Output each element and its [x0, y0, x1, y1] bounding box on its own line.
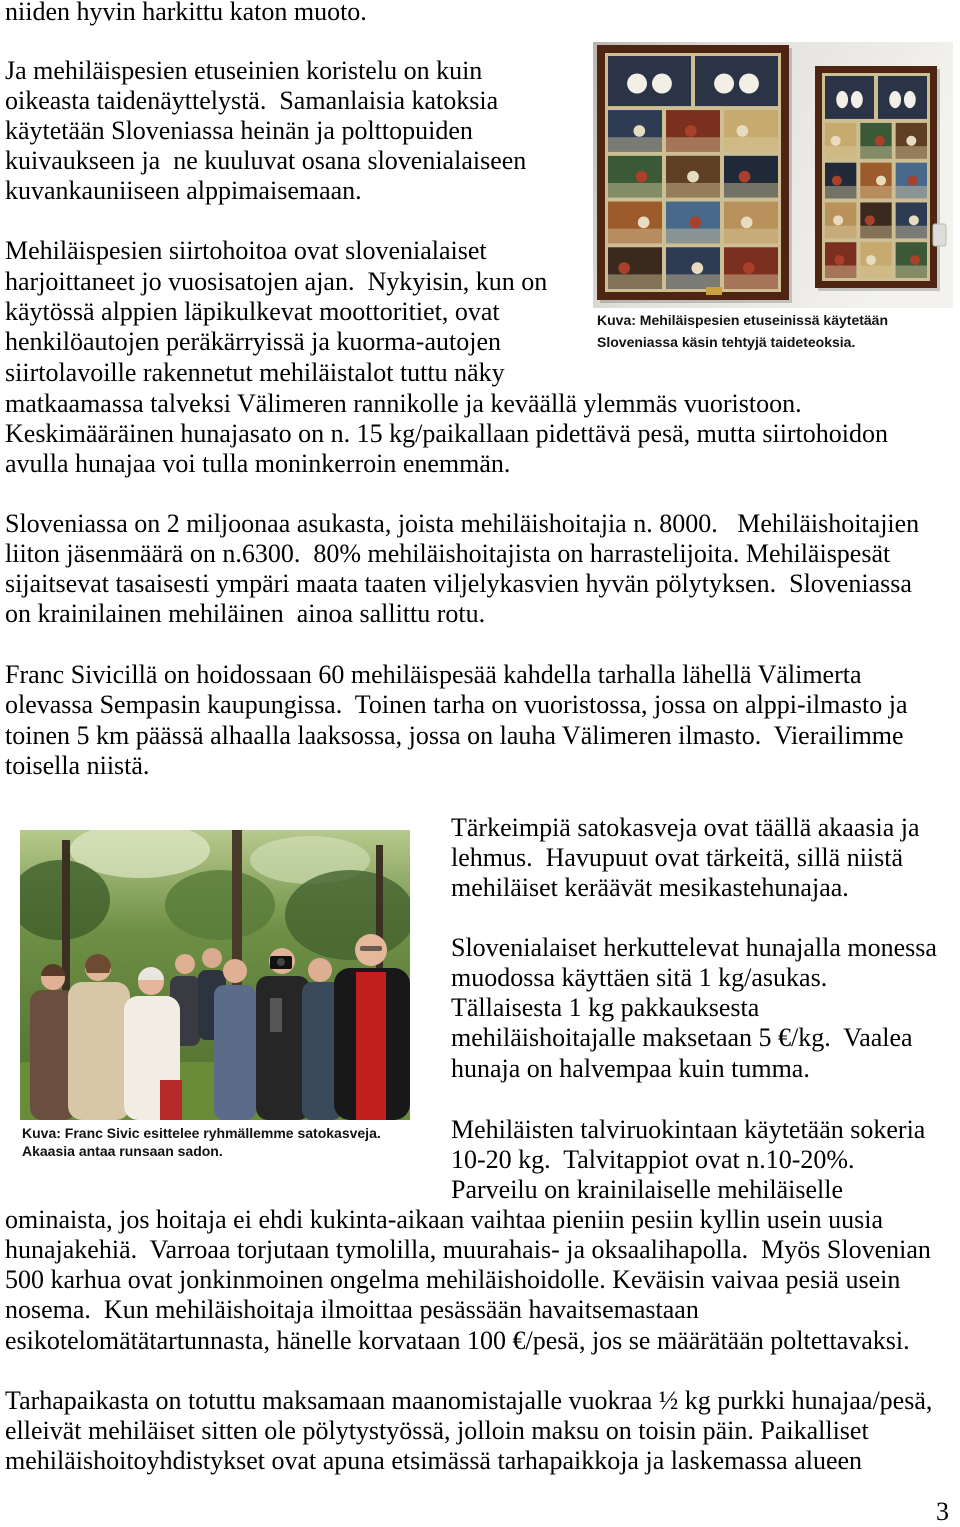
bird-motif — [904, 91, 916, 108]
panel-ground — [724, 183, 778, 198]
text-line: Tällaisesta 1 kg pakkauksesta — [451, 993, 760, 1022]
bird-motif — [714, 74, 734, 94]
text-line: toinen 5 km päässä alhaalla laaksossa, jossa on lauha Välimeren ilmasto. Vierailimme — [5, 721, 904, 750]
panel-figure — [636, 171, 648, 183]
panel-figure — [909, 215, 919, 225]
bird-motif — [836, 91, 848, 108]
panel-ground — [860, 226, 891, 239]
text-line: kuivaukseen ja ne kuuluvat osana slovenialaiseen — [5, 146, 527, 175]
panel-figure — [743, 262, 755, 274]
text-line: Keskimääräinen hunajasato on n. 15 kg/paikallaan pidettävä pesä, mutta siirtohoidon — [5, 419, 889, 448]
panel-ground — [608, 229, 662, 244]
panel-ground — [896, 186, 927, 199]
panel-ground — [825, 226, 856, 239]
bird-motif — [627, 74, 647, 94]
panel-ground — [666, 229, 720, 244]
panel-figure — [866, 255, 876, 265]
text-line: Slovenialaiset herkuttelevat hunajalla monessa — [451, 933, 937, 962]
panel-figure — [741, 217, 753, 229]
frames-group — [597, 45, 940, 303]
text-line: ominaista, jos hoitaja ei ehdi kukinta-aikaan vaihtaa pieniin pesiin kyllin usein uusia — [5, 1205, 884, 1234]
text-line: käytössä alppien läpikulkevat moottoritiet, ovat — [5, 297, 500, 326]
panel-figure — [832, 176, 842, 186]
text-line: hunajakehiä. Varroaa torjutaan tymolilla, muurahais- ja oksaalihapolla. Myös Slovenian — [5, 1235, 931, 1264]
text-line: harjoittaneet jo vuosisatojen ajan. Nykyisin, kun on — [5, 267, 548, 296]
bird-motif — [739, 74, 759, 94]
text-line: Tarhapaikasta on totuttu maksamaan maanomistajalle vuokraa ½ kg purkki hunajaa/pesä, — [5, 1386, 933, 1415]
panel-ground — [724, 229, 778, 244]
text-line: elleivät mehiläiset sitten ole pölytystyössä, jolloin maksu on toisin päin. Paikalliset — [5, 1416, 869, 1445]
panel-figure — [833, 215, 843, 225]
text-line: olevassa Sempasin kaupungissa. Toinen tarha on vuoristossa, jossa on alppi-ilmasto ja — [5, 690, 908, 719]
text-line: Mehiläisten talviruokintaan käytetään sokeria — [451, 1115, 926, 1144]
text-line: lehmus. Havupuut ovat tärkeitä, sillä niistä — [451, 843, 904, 872]
painted-panel — [825, 76, 874, 119]
panel-figure — [638, 217, 650, 229]
panel-ground — [825, 186, 856, 199]
painted-panel — [695, 56, 778, 106]
text-line: mehiläishoitoyhdistykset ovat apuna etsimässä tarhapaikkoja ja laskemassa alueen — [5, 1446, 863, 1475]
figure-caption: Kuva: Franc Sivic esittelee ryhmällemme satokasveja. — [22, 1125, 381, 1141]
text-line: mehiläishoitajalle maksetaan 5 €/kg. Vaalea — [451, 1023, 913, 1052]
painted-panel — [878, 76, 927, 119]
panel-ground — [860, 186, 891, 199]
panel-ground — [666, 183, 720, 198]
panel-ground — [896, 226, 927, 239]
text-line: avulla hunajaa voi tulla moninkerroin enemmän. — [5, 449, 511, 478]
panel-ground — [724, 274, 778, 289]
text-line: nosema. Kun mehiläishoitaja ilmoittaa pesässään havaitsemastaan — [5, 1295, 699, 1324]
panel-figure — [831, 136, 841, 146]
figure-caption: Kuva: Mehiläispesien etuseinissä käytetään — [597, 312, 889, 328]
panel-figure — [834, 255, 844, 265]
panel-figure — [876, 176, 886, 186]
name-plaque — [706, 287, 722, 295]
text-line: Sloveniassa on 2 miljoonaa asukasta, joista mehiläishoitajia n. 8000. Mehiläishoitajien — [5, 509, 920, 538]
panel-figure — [865, 215, 875, 225]
text-line: niiden hyvin harkittu katon muoto. — [5, 0, 367, 26]
bird-motif — [889, 91, 901, 108]
panel-figure — [689, 217, 701, 229]
text-line: oikeasta taidenäyttelystä. Samanlaisia katoksia — [5, 86, 499, 115]
text-line: Parveilu on krainilaiselle mehiläiselle — [451, 1175, 844, 1204]
panel-figure — [737, 125, 749, 137]
text-line: kuvankauniiseen alppimaisemaan. — [5, 176, 362, 205]
panel-ground — [608, 137, 662, 152]
text-line: hunaja on halvempaa kuin tumma. — [451, 1054, 810, 1083]
text-line: henkilöautojen peräkärryissä ja kuorma-autojen — [5, 327, 501, 356]
panel-figure — [739, 171, 751, 183]
text-line: esikotelomätätartunnasta, hänelle korvataan 100 €/pesä, jos se määrätään poltettavaksi. — [5, 1326, 910, 1355]
text-line: on krainilainen mehiläinen ainoa sallittu rotu. — [5, 599, 486, 628]
text-line: Franc Sivicillä on hoidossaan 60 mehiläispesää kahdella tarhalla lähellä Välimerta — [5, 660, 862, 689]
panel-ground — [666, 274, 720, 289]
text-line: 500 karhua ovat jonkinmoinen ongelma mehiläishoidolle. Keväisin vaivaa pesiä usein — [5, 1265, 901, 1294]
panel-figure — [685, 125, 697, 137]
page-number: 3 — [936, 1497, 949, 1526]
panel-ground — [724, 137, 778, 152]
panel-figure — [687, 171, 699, 183]
text-line: liiton jäsenmäärä on n.6300. 80% mehiläishoitajista on harrastelijoita. Mehiläispesät — [5, 539, 891, 568]
panel-ground — [608, 274, 662, 289]
panel-figure — [910, 255, 920, 265]
panel-ground — [860, 146, 891, 159]
text-line: mehiläiset keräävät mesikastehunajaa. — [451, 873, 849, 902]
text-line: Mehiläispesien siirtohoitoa ovat slovenialaiset — [5, 236, 487, 265]
painted-panel — [608, 56, 691, 106]
panel-ground — [896, 265, 927, 278]
panel-ground — [896, 146, 927, 159]
panel-figure — [906, 136, 916, 146]
panel-figure — [908, 176, 918, 186]
text-line: muodossa käyttäen sitä 1 kg/asukas. — [451, 963, 828, 992]
text-line: matkaamassa talveksi Välimeren rannikolle ja keväällä ylemmäs vuoristoon. — [5, 389, 802, 418]
panel-figure — [691, 262, 703, 274]
panel-figure — [875, 136, 885, 146]
text-line: Tärkeimpiä satokasveja ovat täällä akaasia ja — [451, 813, 920, 842]
text-line: siirtolavoille rakennetut mehiläistalot tuttu näky — [5, 358, 505, 387]
bird-motif — [851, 91, 863, 108]
text-line: käytetään Sloveniassa heinän ja polttopuiden — [5, 116, 473, 145]
panel-ground — [860, 265, 891, 278]
text-line: 10-20 kg. Talvitappiot ovat n.10-20%. — [451, 1145, 855, 1174]
text-line: toisella niistä. — [5, 751, 150, 780]
panel-ground — [666, 137, 720, 152]
panel-ground — [825, 146, 856, 159]
bird-motif — [652, 74, 672, 94]
panel-figure — [633, 125, 645, 137]
figure-caption: Akaasia antaa runsaan sadon. — [22, 1143, 223, 1159]
panel-figure — [618, 262, 630, 274]
figure-caption: Sloveniassa käsin tehtyjä taideteoksia. — [597, 334, 856, 350]
group-photo — [20, 830, 410, 1120]
panel-ground — [608, 183, 662, 198]
text-line: sijaitsevat tasaisesti ympäri maata taaten viljelykasvien hyvän pölytyksen. Sloveniassa — [5, 569, 912, 598]
panel-ground — [825, 265, 856, 278]
wall-switch — [933, 224, 946, 246]
beehive-paintings-photo — [593, 42, 953, 308]
text-line: Ja mehiläispesien etuseinien koristelu on kuin — [5, 56, 483, 85]
